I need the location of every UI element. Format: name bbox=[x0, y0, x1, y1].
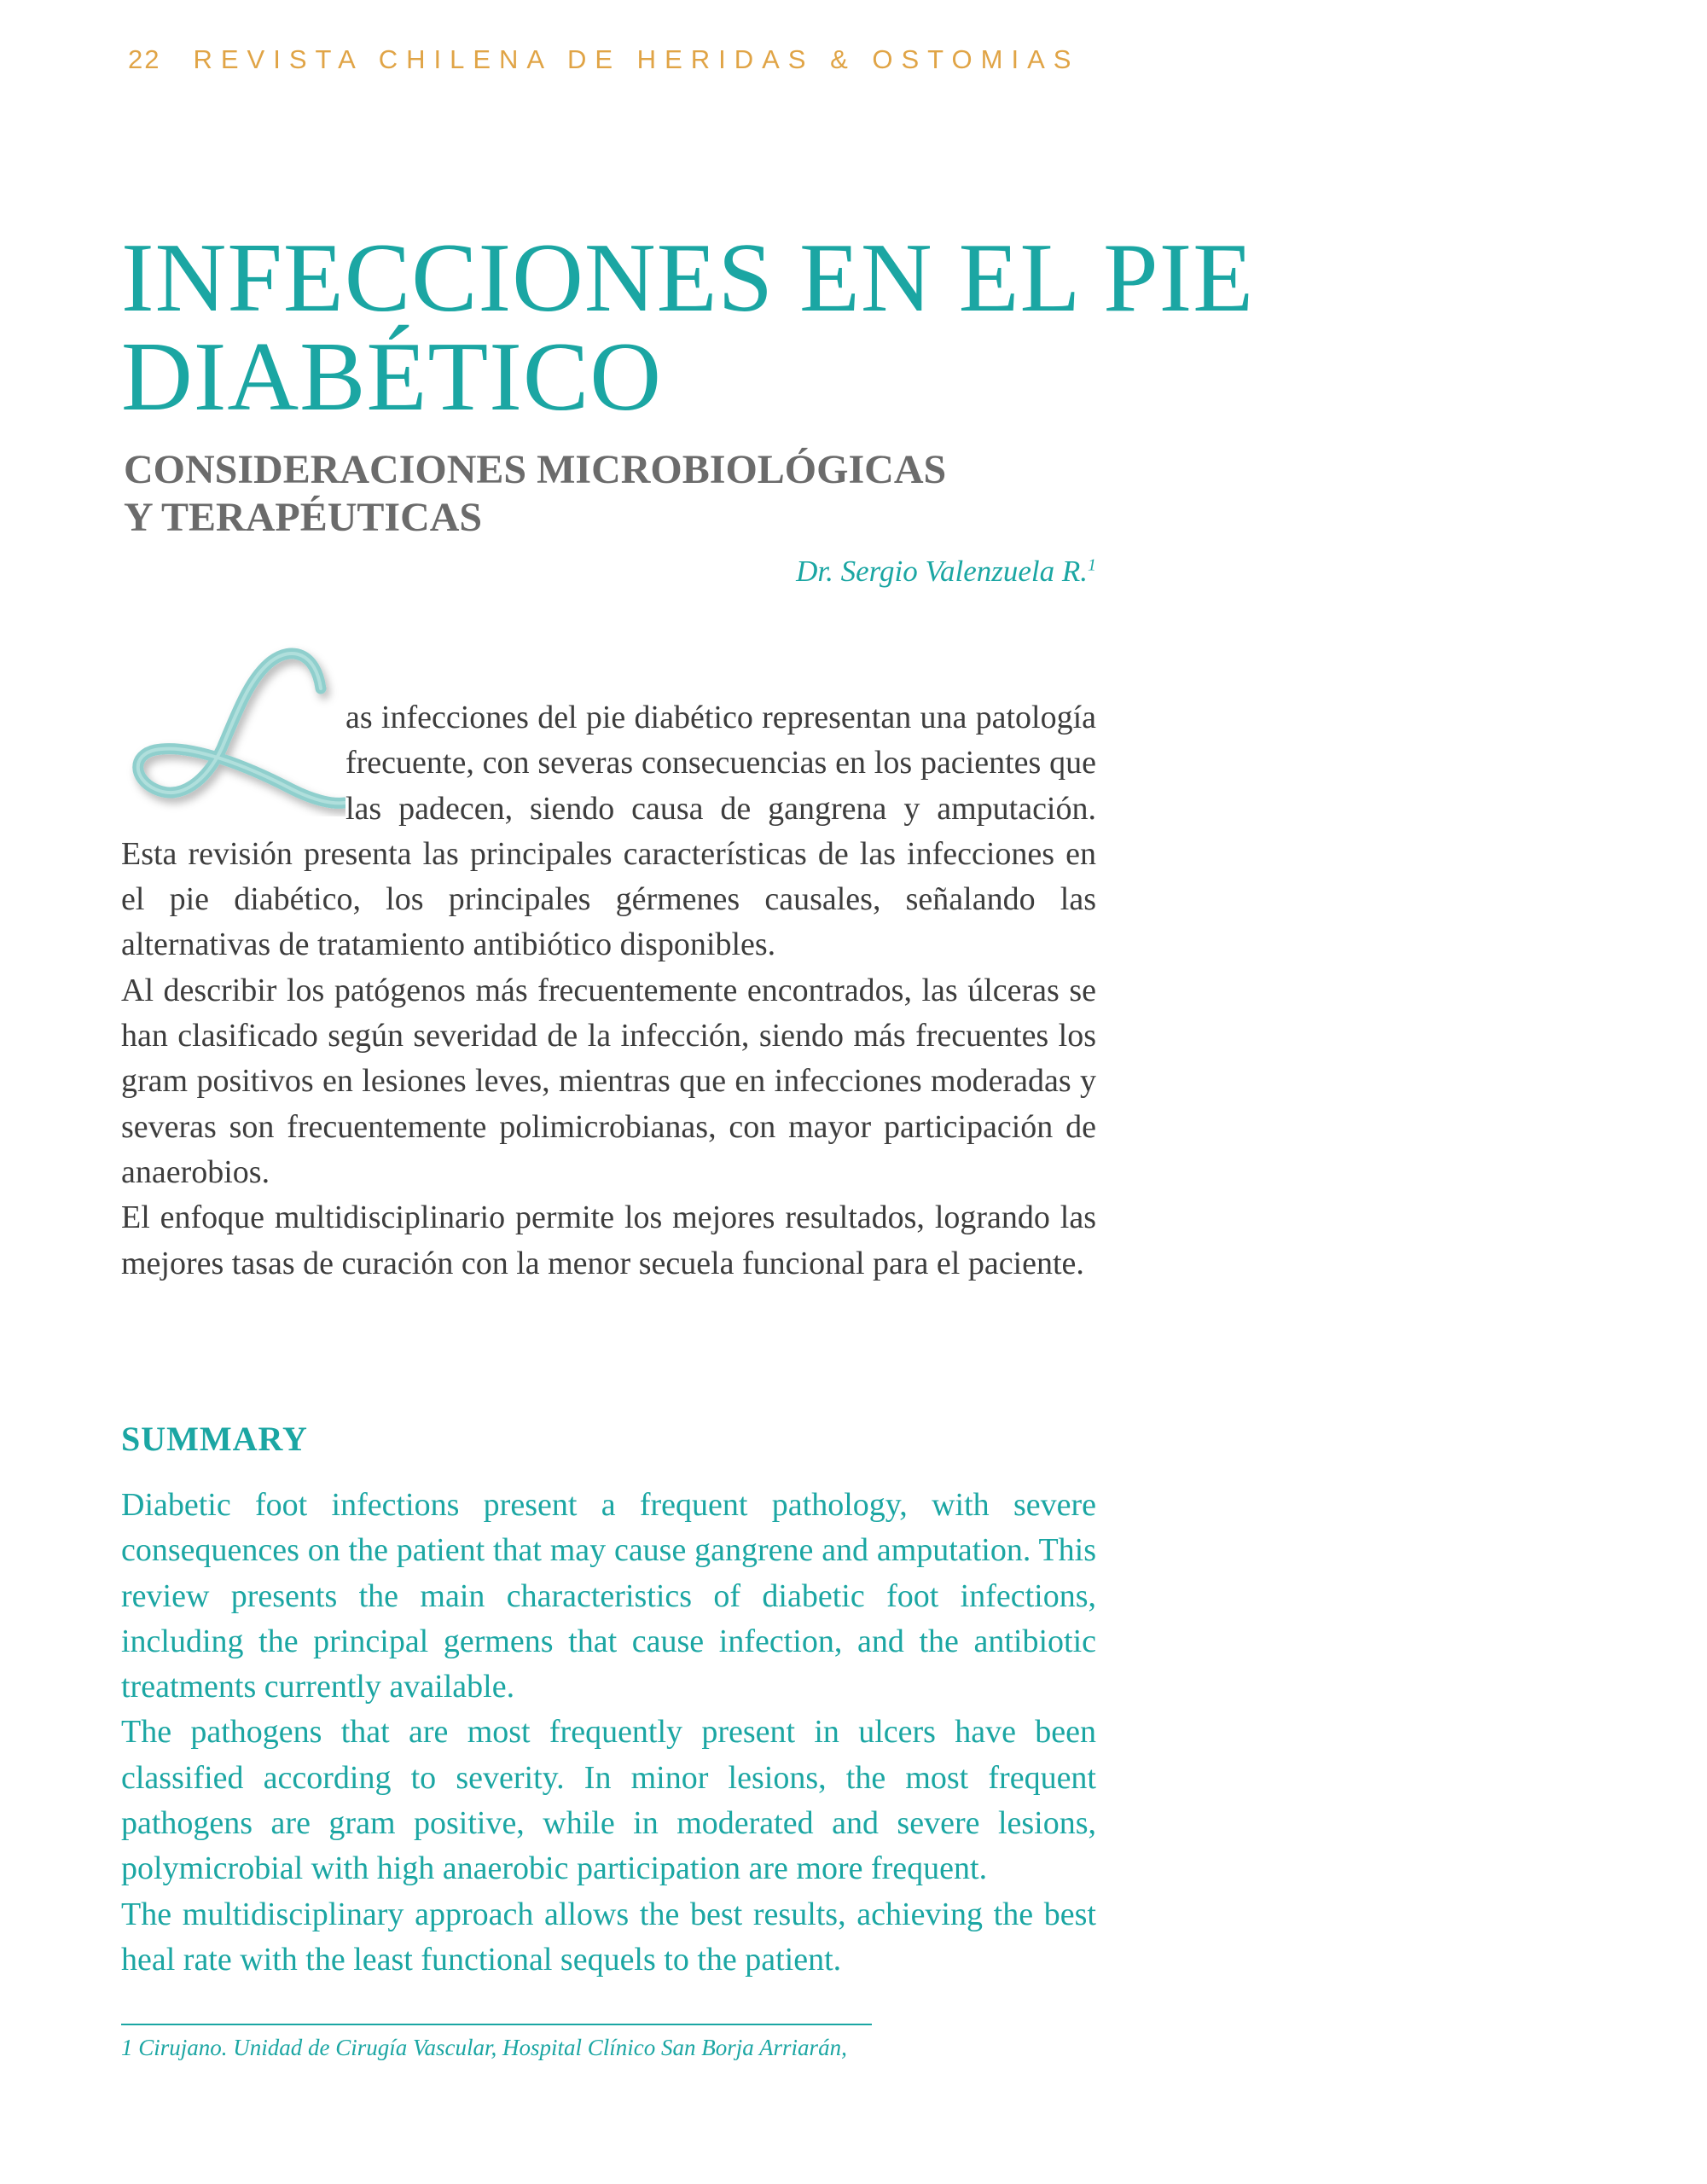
summary bbox=[121, 1483, 1096, 1983]
abstract bbox=[121, 695, 1096, 1287]
article-subtitle bbox=[124, 446, 946, 542]
footnote: 1 Cirujano. Unidad de Cirugía Vascular, Hospital Clínico San Borja Arriarán, bbox=[121, 2035, 847, 2060]
subtitle-line-2: Y TERAPÉUTICAS bbox=[124, 495, 483, 540]
author-line bbox=[121, 555, 1096, 589]
article-title bbox=[121, 224, 1255, 432]
summary-heading: SUMMARY bbox=[121, 1420, 308, 1458]
author-name: Dr. Sergio Valenzuela R. bbox=[796, 555, 1088, 588]
title-line-1: INFECCIONES EN EL PIE bbox=[121, 224, 1255, 333]
subtitle-line-1: CONSIDERACIONES MICROBIOLÓGICAS bbox=[124, 447, 947, 492]
running-head bbox=[128, 44, 1079, 75]
summary-paragraph-1: Diabetic foot infections present a frequent pathology, with severe consequences on the patient that may cause gangrene and amputation. This review presents the main characteristics of diabetic foot infections, including the principal germens that cause infection, and the antibiotic treatments currently available. bbox=[121, 1487, 1096, 1705]
summary-paragraph-2: The pathogens that are most frequently present in ulcers have been classified according to severity. In minor lesions, the most frequent pathogens are gram positive, while in moderated and severe lesions, polymicrobial with high anaerobic participation are more frequent. bbox=[121, 1714, 1096, 1887]
abstract-paragraph-3: El enfoque multidisciplinario permite los mejores resultados, logrando las mejores tasas de curación con la menor secuela funcional para el paciente. bbox=[121, 1199, 1096, 1281]
title-line-2: DIABÉTICO bbox=[121, 322, 663, 432]
summary-paragraph-3: The multidisciplinary approach allows the best results, achieving the best heal rate with the least functional sequels to the patient. bbox=[121, 1896, 1096, 1978]
footnote-divider bbox=[121, 2024, 872, 2025]
abstract-paragraph-2: Al describir los patógenos más frecuentemente encontrados, las úlceras se han clasificado según severidad de la infección, siendo más frecuentes los gram positivos en lesiones leves, mientras que en infecciones moderadas y severas son frecuentemente polimicrobianas, con mayor participación de anaerobios. bbox=[121, 972, 1096, 1190]
drop-cap-L bbox=[121, 637, 345, 816]
author-footnote-marker: 1 bbox=[1088, 555, 1096, 575]
page-number: 22 bbox=[128, 44, 161, 74]
abstract-paragraph-1: as infecciones del pie diabético representan una patología frecuente, con severas consecuencias en los pacientes que las padecen, siendo causa de gangrena y amputación. Esta revisión presenta las principales características de las infecciones en el pie diabético, los principales gérmenes causales, señalando las alternativas de tratamiento antibiótico disponibles. bbox=[121, 700, 1096, 963]
journal-name: REVISTA CHILENA DE HERIDAS & OSTOMIAS bbox=[193, 44, 1080, 74]
